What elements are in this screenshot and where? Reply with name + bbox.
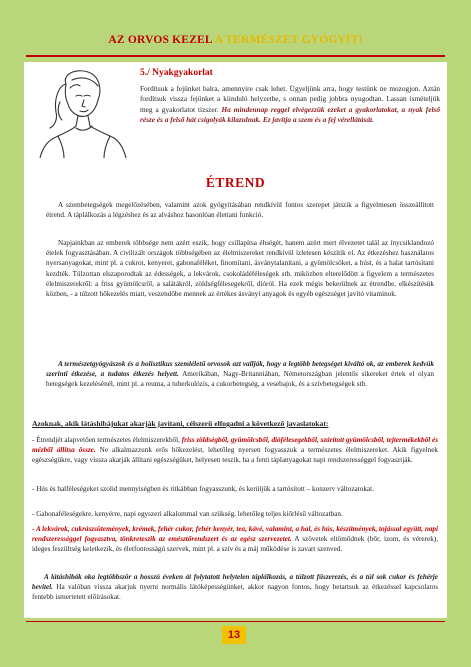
list-item: - Gabonaféleségekre, kenyérre, napi egyszeri alkalommal van szükség, lehetőleg teljes kiőrlésű változatban. [32,510,343,518]
exercise-text [140,84,440,126]
list-item-text: Ne alkalmazzunk erős hőkezelést, lehetőleg nyersen fogyasszuk a természetes élelmiszereket. Akik figyelnek egészségükre, vagy vissza akarják állítani egészségüket, helyesen teszik, ha a fenti táplanyagokat napi rendszerességgel fogyasztják. [32,446,438,465]
closing-emphasis: A látáshibák oka legtöbbször a hosszú éveken át folytatott helytelen táplálkozás, a túlzott fűszerezés, és a túl sok cukor és fehérje bevitel. [32,573,438,592]
footer-divider [26,621,445,622]
header-red-text: AZ ORVOS KEZEL [108,34,215,46]
list-item-highlight: friss zöldségből, gyümölcsből, diófélesegekből, szárított gyümölcsből, tejtermékekből és mézből állítsa össze. [32,436,438,455]
list-item-text: A szövetek eltömődnek (bőr, izom, és vérerek), ideges feszültség keletkezik, és életfontosságú szervek, mint pl. a szív és a máj működése is zavart szenved. [32,535,438,554]
list-item: - Hús és halféleségeket szolid mennyiségben és ritkábban fogyasszunk, és kerüljük a tartósított – konzerv változatokat. [32,485,374,493]
section-title: ÉTREND [205,175,266,190]
woman-neck-exercise-illustration [32,66,128,158]
closing-text: Ha valóban vissza akarjuk nyerni normális látóképességünket, akkor nagyon fontos, hogy betartsuk az étkezéssel kapcsolatos fentebb ismertetett előírásokat. [32,583,438,602]
page-number: 13 [222,626,246,644]
emphasis-paragraph [46,359,434,390]
exercise-title: 5./ Nyakgyakorlat [140,68,213,78]
intro-paragraph: A szembetegségek megelőzésében, valamint azok gyógyításában rendkívül fontos szerepet játszik a figyelmesen összeállított étrend. A táplálkozás a légzéshez és az alváshoz hasonlóan élettani funkció. [46,201,434,220]
list-item-warning: - A lekvárok, cukrászsütemények, krémek, fehér cukor, fehér kenyér, tea, kávé, valamint, a hal, és hús, készítmények, tojással együtt, napi rendszerességgel fogyasztva, tönkreteszik az emésztőrendszert és az egész szervezetet. [32,525,438,544]
emphasis-continuation: Amerikában, Nagy-Britanniában, Németországban jelentős sikereket értek el olyan betegségek kezelésénél, mint pl. a reuma, a tuberkulózis, a cukorbetegség, a vesebajok, és a szívbetegségek stb. [46,370,434,389]
emphasis-text: A természetgyógyászok és a holisztikus szemléletű orvosok azt vallják, hogy a legtöbb betegséget kiváltó ok, az emberek kedvük szerinti étkezése, a tudatos étkezés helyett. [46,360,434,379]
list-item-text: - Étrendjét alapvetően természetes élelmiszerekből, [32,436,182,444]
list-item [32,524,438,555]
closing-paragraph [32,572,438,603]
list-item [32,435,438,466]
page-header [26,34,445,56]
header-yellow-text: A TERMÉSZET GYÓGYÍT! [214,34,363,46]
content-panel [24,62,447,618]
exercise-emphasis: Ha mindennap reggel elvégezzük ezeket a gyakorlatokat, a nyak felső része és a felső hát csigolyák kilazulnak. Ez javítja a szem és a fej vérellátását. [140,104,440,125]
header-divider [26,55,445,57]
recommendations-heading: Azoknak, akik látáshibájukat akarják javítani, célszerű elfogadni a következő javaslatokat: [32,419,329,428]
exercise-paragraph: Fordítsuk a fejünket balra, amennyire csak lehet. Ügyeljünk arra, hogy testünk ne mozogjon. Aztán fordítsuk vissza fejünket a kiinduló helyzetbe, s onnan pedig jobbra nyugodtan. Lassan ismételjük meg a gyakorlatot tízszer. [140,84,440,114]
body-paragraph: Napjainkban az emberek többsége nem azért eszik, hogy csillapítsa éhségét, hanem azért mert élvezetet talál az ínycsiklandozó ételek fogyasztásában. A civilizált országok többségében az élelmiszereket rendkívül ízletesen készítik el. Az étkezéshez használatos nyersanyagokat, mint pl. a cukrot, kenyeret, gabonaféléket, finomítani, ásványtalanítani, a gyümölcsöket, a húst, és a halat tartósítani kezdték. Túlzottan elszaporodtak az édességek, a lekvárok, csokoládéféleségek stb. miközben elterelődött a figyelem a természetes élelmiszerekről: a friss gyümölcsről, a salátákról, zöldségfélesegekről, dióról. Ha ezek mégis bekerülnek az étrendbe, elkészítésük közben, - a túlzott hőkezelés miatt, veszendőbe mennek az értékes ásványi anyagok és egyéb egészséget javító vitaminok. [46,239,434,299]
